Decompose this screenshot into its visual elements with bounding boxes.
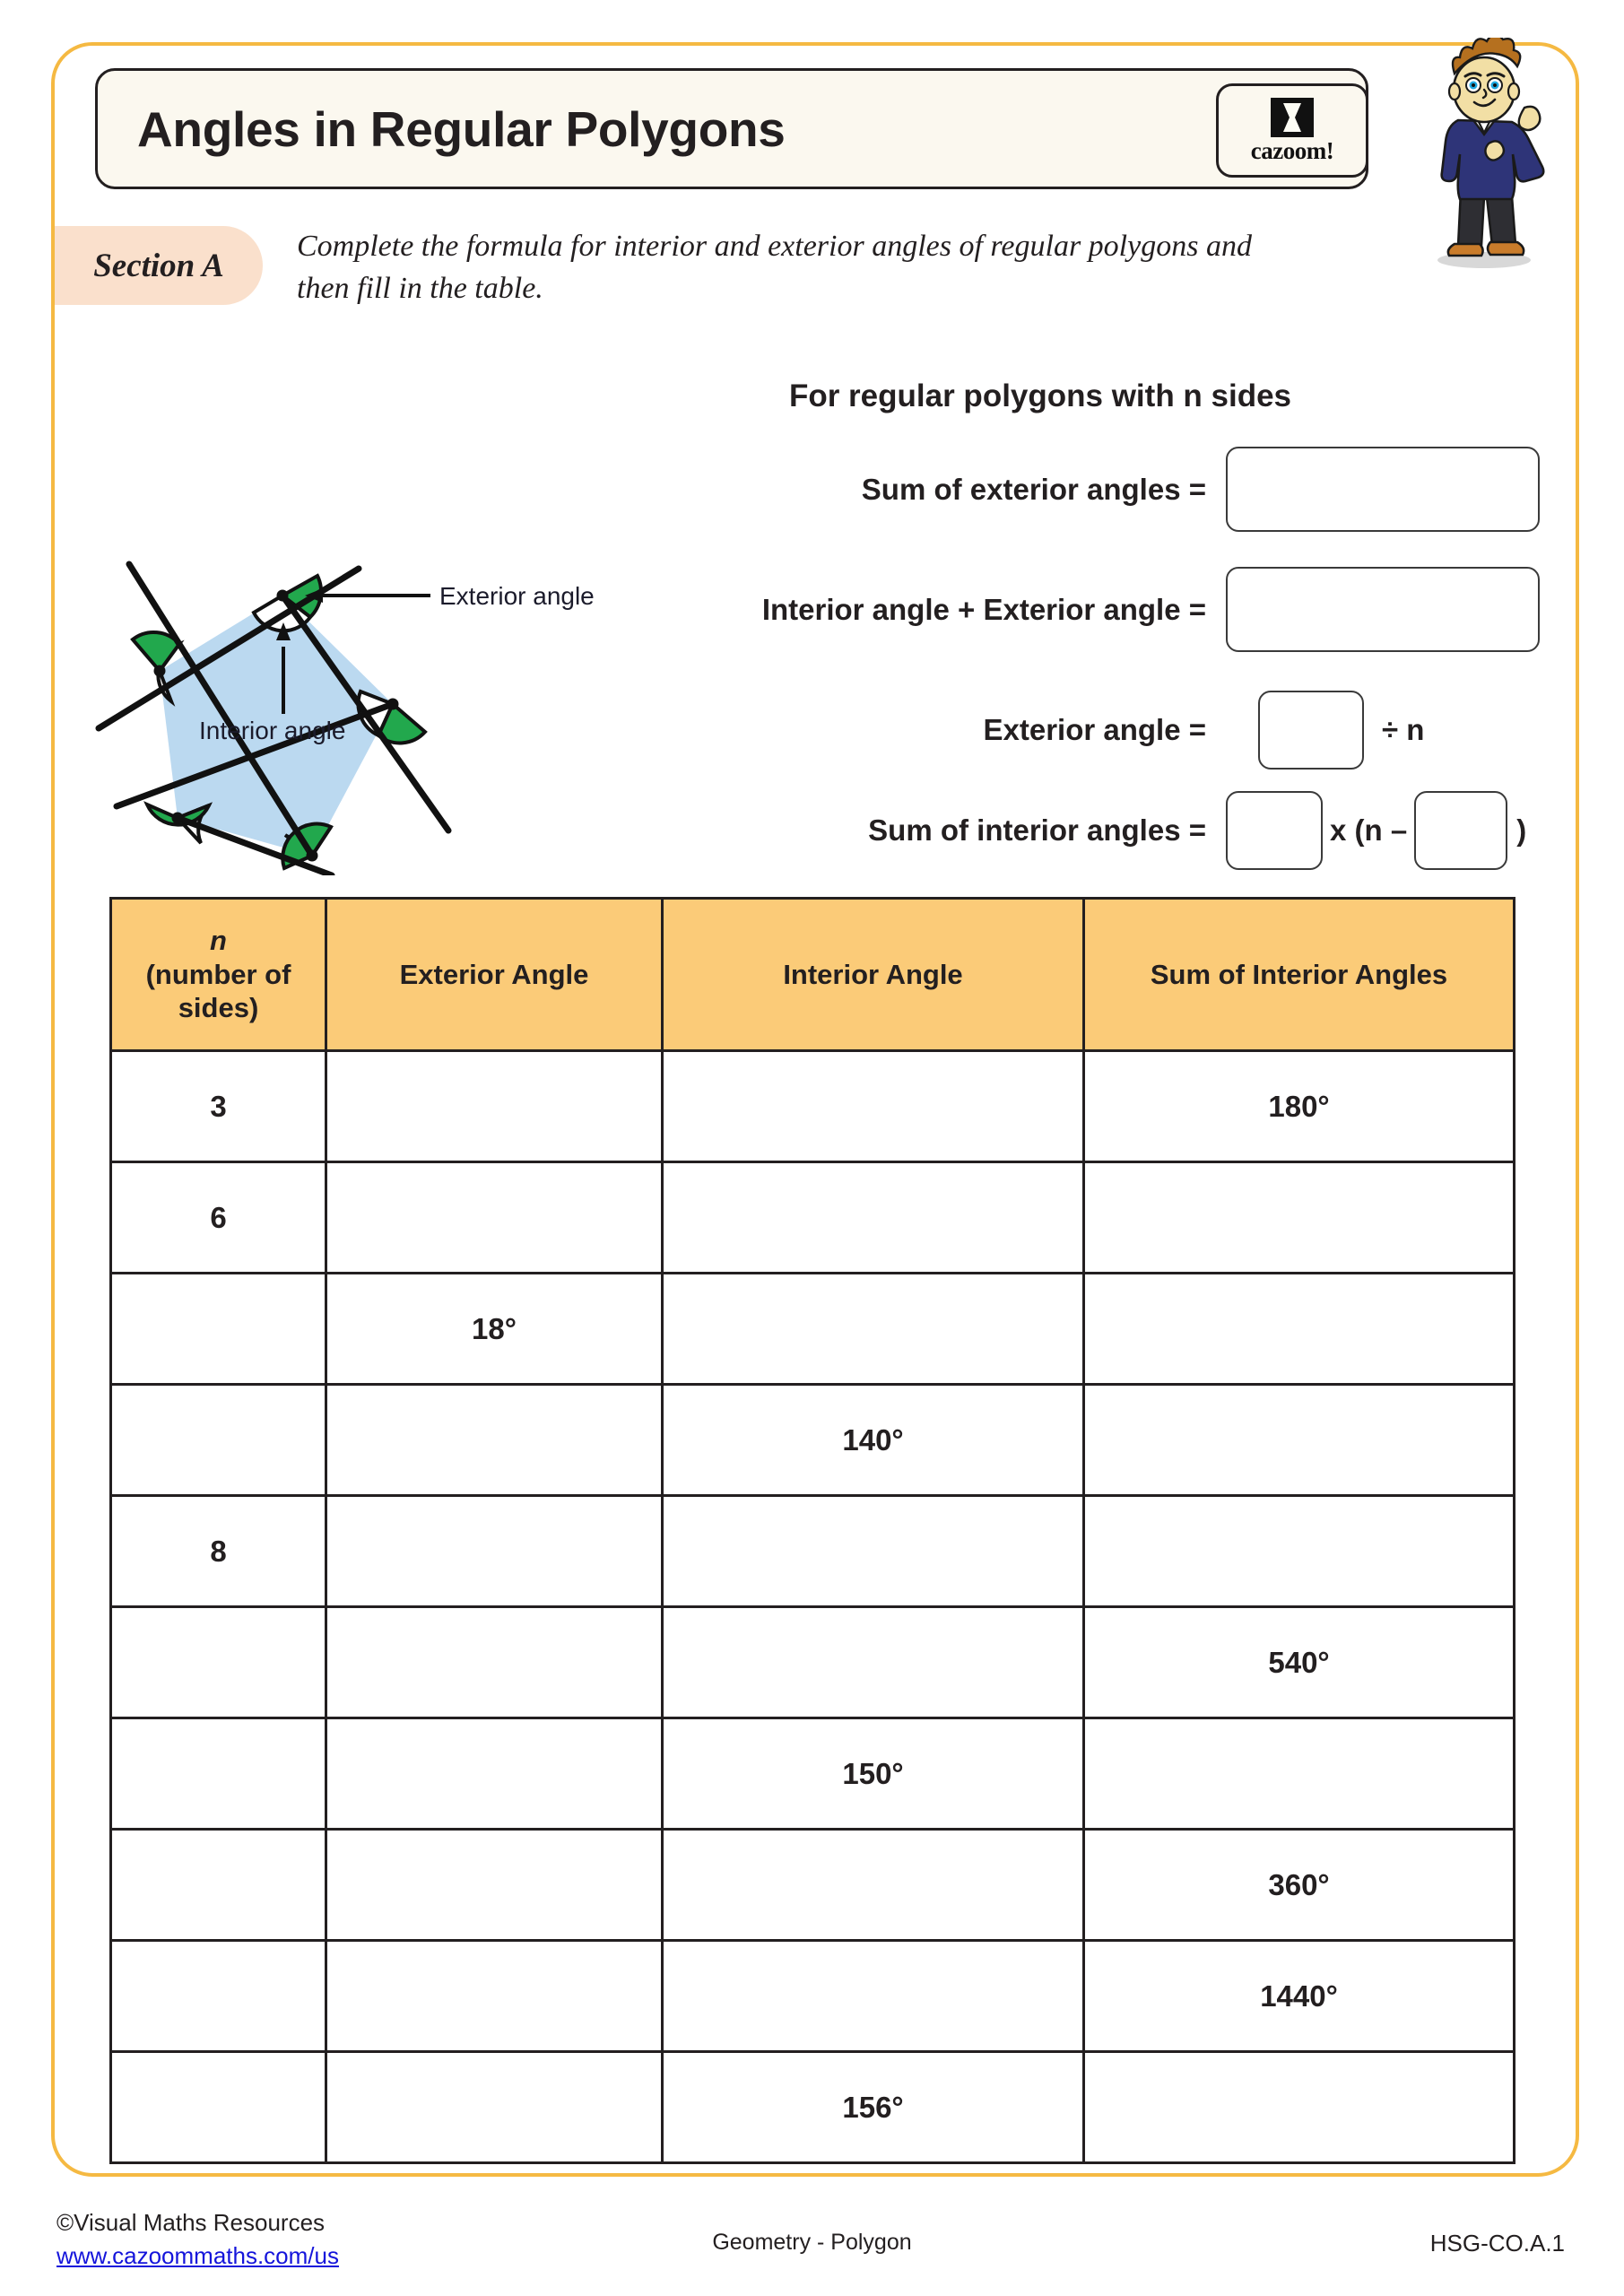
table-cell-sum-interior-angles[interactable]	[1084, 1385, 1515, 1496]
table-header-exterior-angle: Exterior Angle	[326, 899, 663, 1051]
mascot-boy-illustration	[1399, 38, 1569, 271]
section-instruction: Complete the formula for interior and exterior angles of regular polygons and then fill in the table.	[297, 230, 1252, 305]
table-cell-sum-interior-angles[interactable]: 1440°	[1084, 1941, 1515, 2052]
table-cell-interior-angle[interactable]	[663, 1274, 1084, 1385]
table-cell-n[interactable]	[111, 1274, 326, 1385]
table-cell-interior-angle[interactable]	[663, 1607, 1084, 1718]
footer-topic: Geometry - Polygon	[712, 2230, 912, 2255]
worksheet-title-bar	[95, 68, 1368, 189]
answer-box-interior-plus-exterior[interactable]	[1226, 567, 1540, 652]
formula-row-sum-exterior	[682, 447, 1560, 532]
table-cell-n[interactable]	[111, 2052, 326, 2163]
table-cell-sum-interior-angles[interactable]: 360°	[1084, 1830, 1515, 1941]
table-cell-n[interactable]	[111, 1718, 326, 1830]
table-cell-interior-angle[interactable]: 140°	[663, 1385, 1084, 1496]
footer-copyright: ©Visual Maths Resources	[56, 2209, 326, 2236]
table-cell-sum-interior-angles[interactable]	[1084, 1718, 1515, 1830]
table-header-n-line2: (number of	[145, 958, 291, 990]
logo-wordmark: cazoom!	[1250, 137, 1334, 164]
table-cell-exterior-angle[interactable]	[326, 2052, 663, 2163]
table-header-n	[111, 899, 326, 1051]
answer-box-sum-interior-multiplier[interactable]	[1226, 791, 1323, 870]
table-cell-sum-interior-angles[interactable]: 540°	[1084, 1607, 1515, 1718]
table-cell-n[interactable]: 3	[111, 1051, 326, 1162]
formula-panel	[682, 368, 1560, 870]
table-cell-exterior-angle[interactable]	[326, 1385, 663, 1496]
formula-label-exterior-angle: Exterior angle =	[983, 713, 1206, 746]
table-cell-n[interactable]: 6	[111, 1162, 326, 1274]
hourglass-icon	[1279, 101, 1306, 134]
table-row	[111, 1496, 1515, 1607]
table-cell-interior-angle[interactable]	[663, 1496, 1084, 1607]
table-cell-n[interactable]: 8	[111, 1496, 326, 1607]
exterior-angle-label: Exterior angle	[439, 582, 595, 610]
formula-label-sum-interior: Sum of interior angles =	[868, 813, 1206, 847]
table-header-n-line1: n	[210, 924, 227, 956]
footer-standard-code: HSG-CO.A.1	[1429, 2230, 1565, 2257]
formula-label-sum-exterior: Sum of exterior angles =	[861, 472, 1206, 506]
angles-table-body	[111, 1051, 1515, 2163]
table-header-n-line3: sides)	[178, 992, 259, 1024]
table-row	[111, 2052, 1515, 2163]
table-cell-exterior-angle[interactable]	[326, 1607, 663, 1718]
table-cell-exterior-angle[interactable]	[326, 1718, 663, 1830]
cazoom-logo	[1216, 83, 1368, 178]
table-cell-exterior-angle[interactable]	[326, 1162, 663, 1274]
section-badge	[55, 226, 263, 305]
table-header-interior-angle: Interior Angle	[663, 899, 1084, 1051]
table-cell-interior-angle[interactable]	[663, 1051, 1084, 1162]
section-badge-label: Section A	[93, 247, 224, 284]
hourglass-mark-icon	[1271, 98, 1314, 137]
page-footer	[0, 2199, 1624, 2296]
table-cell-interior-angle[interactable]: 156°	[663, 2052, 1084, 2163]
table-row	[111, 1051, 1515, 1162]
table-header-row	[111, 899, 1515, 1051]
table-cell-exterior-angle[interactable]	[326, 1830, 663, 1941]
answer-box-sum-exterior[interactable]	[1226, 447, 1540, 532]
formula-row-exterior-angle	[682, 691, 1560, 770]
table-cell-exterior-angle[interactable]	[326, 1051, 663, 1162]
table-cell-n[interactable]	[111, 1385, 326, 1496]
table-cell-exterior-angle[interactable]: 18°	[326, 1274, 663, 1385]
regular-pentagon-angles-diagram	[63, 337, 726, 875]
table-row	[111, 1607, 1515, 1718]
formula-row-interior-plus-exterior	[682, 567, 1560, 652]
table-cell-sum-interior-angles[interactable]: 180°	[1084, 1051, 1515, 1162]
table-row	[111, 1718, 1515, 1830]
formula-suffix-close-paren: )	[1516, 813, 1527, 847]
answer-box-exterior-angle[interactable]	[1258, 691, 1364, 770]
table-cell-interior-angle[interactable]: 150°	[663, 1718, 1084, 1830]
angles-table	[109, 897, 1515, 2164]
table-cell-exterior-angle[interactable]	[326, 1496, 663, 1607]
table-row	[111, 1941, 1515, 2052]
table-cell-n[interactable]	[111, 1830, 326, 1941]
table-cell-n[interactable]	[111, 1941, 326, 2052]
table-cell-interior-angle[interactable]	[663, 1162, 1084, 1274]
table-cell-sum-interior-angles[interactable]	[1084, 2052, 1515, 2163]
footer-website-link[interactable]: www.cazoommaths.com/us	[56, 2241, 339, 2269]
table-header-sum-interior-angles: Sum of Interior Angles	[1084, 899, 1515, 1051]
formula-suffix-divide-n: ÷ n	[1382, 713, 1425, 746]
page-title: Angles in Regular Polygons	[137, 100, 786, 157]
formula-mid-x-open-paren: x (n –	[1330, 813, 1408, 847]
table-row	[111, 1385, 1515, 1496]
formula-heading: For regular polygons with n sides	[788, 378, 1292, 413]
formula-row-sum-interior	[682, 791, 1560, 870]
table-cell-n[interactable]	[111, 1607, 326, 1718]
answer-box-sum-interior-subtrahend[interactable]	[1414, 791, 1507, 870]
table-cell-exterior-angle[interactable]	[326, 1941, 663, 2052]
table-row	[111, 1830, 1515, 1941]
table-cell-interior-angle[interactable]	[663, 1830, 1084, 1941]
table-cell-interior-angle[interactable]	[663, 1941, 1084, 2052]
table-cell-sum-interior-angles[interactable]	[1084, 1496, 1515, 1607]
interior-angle-label: Interior angle	[199, 717, 346, 744]
table-row	[111, 1274, 1515, 1385]
table-cell-sum-interior-angles[interactable]	[1084, 1274, 1515, 1385]
table-row	[111, 1162, 1515, 1274]
formula-label-interior-plus-exterior: Interior angle + Exterior angle =	[761, 592, 1206, 626]
table-cell-sum-interior-angles[interactable]	[1084, 1162, 1515, 1274]
